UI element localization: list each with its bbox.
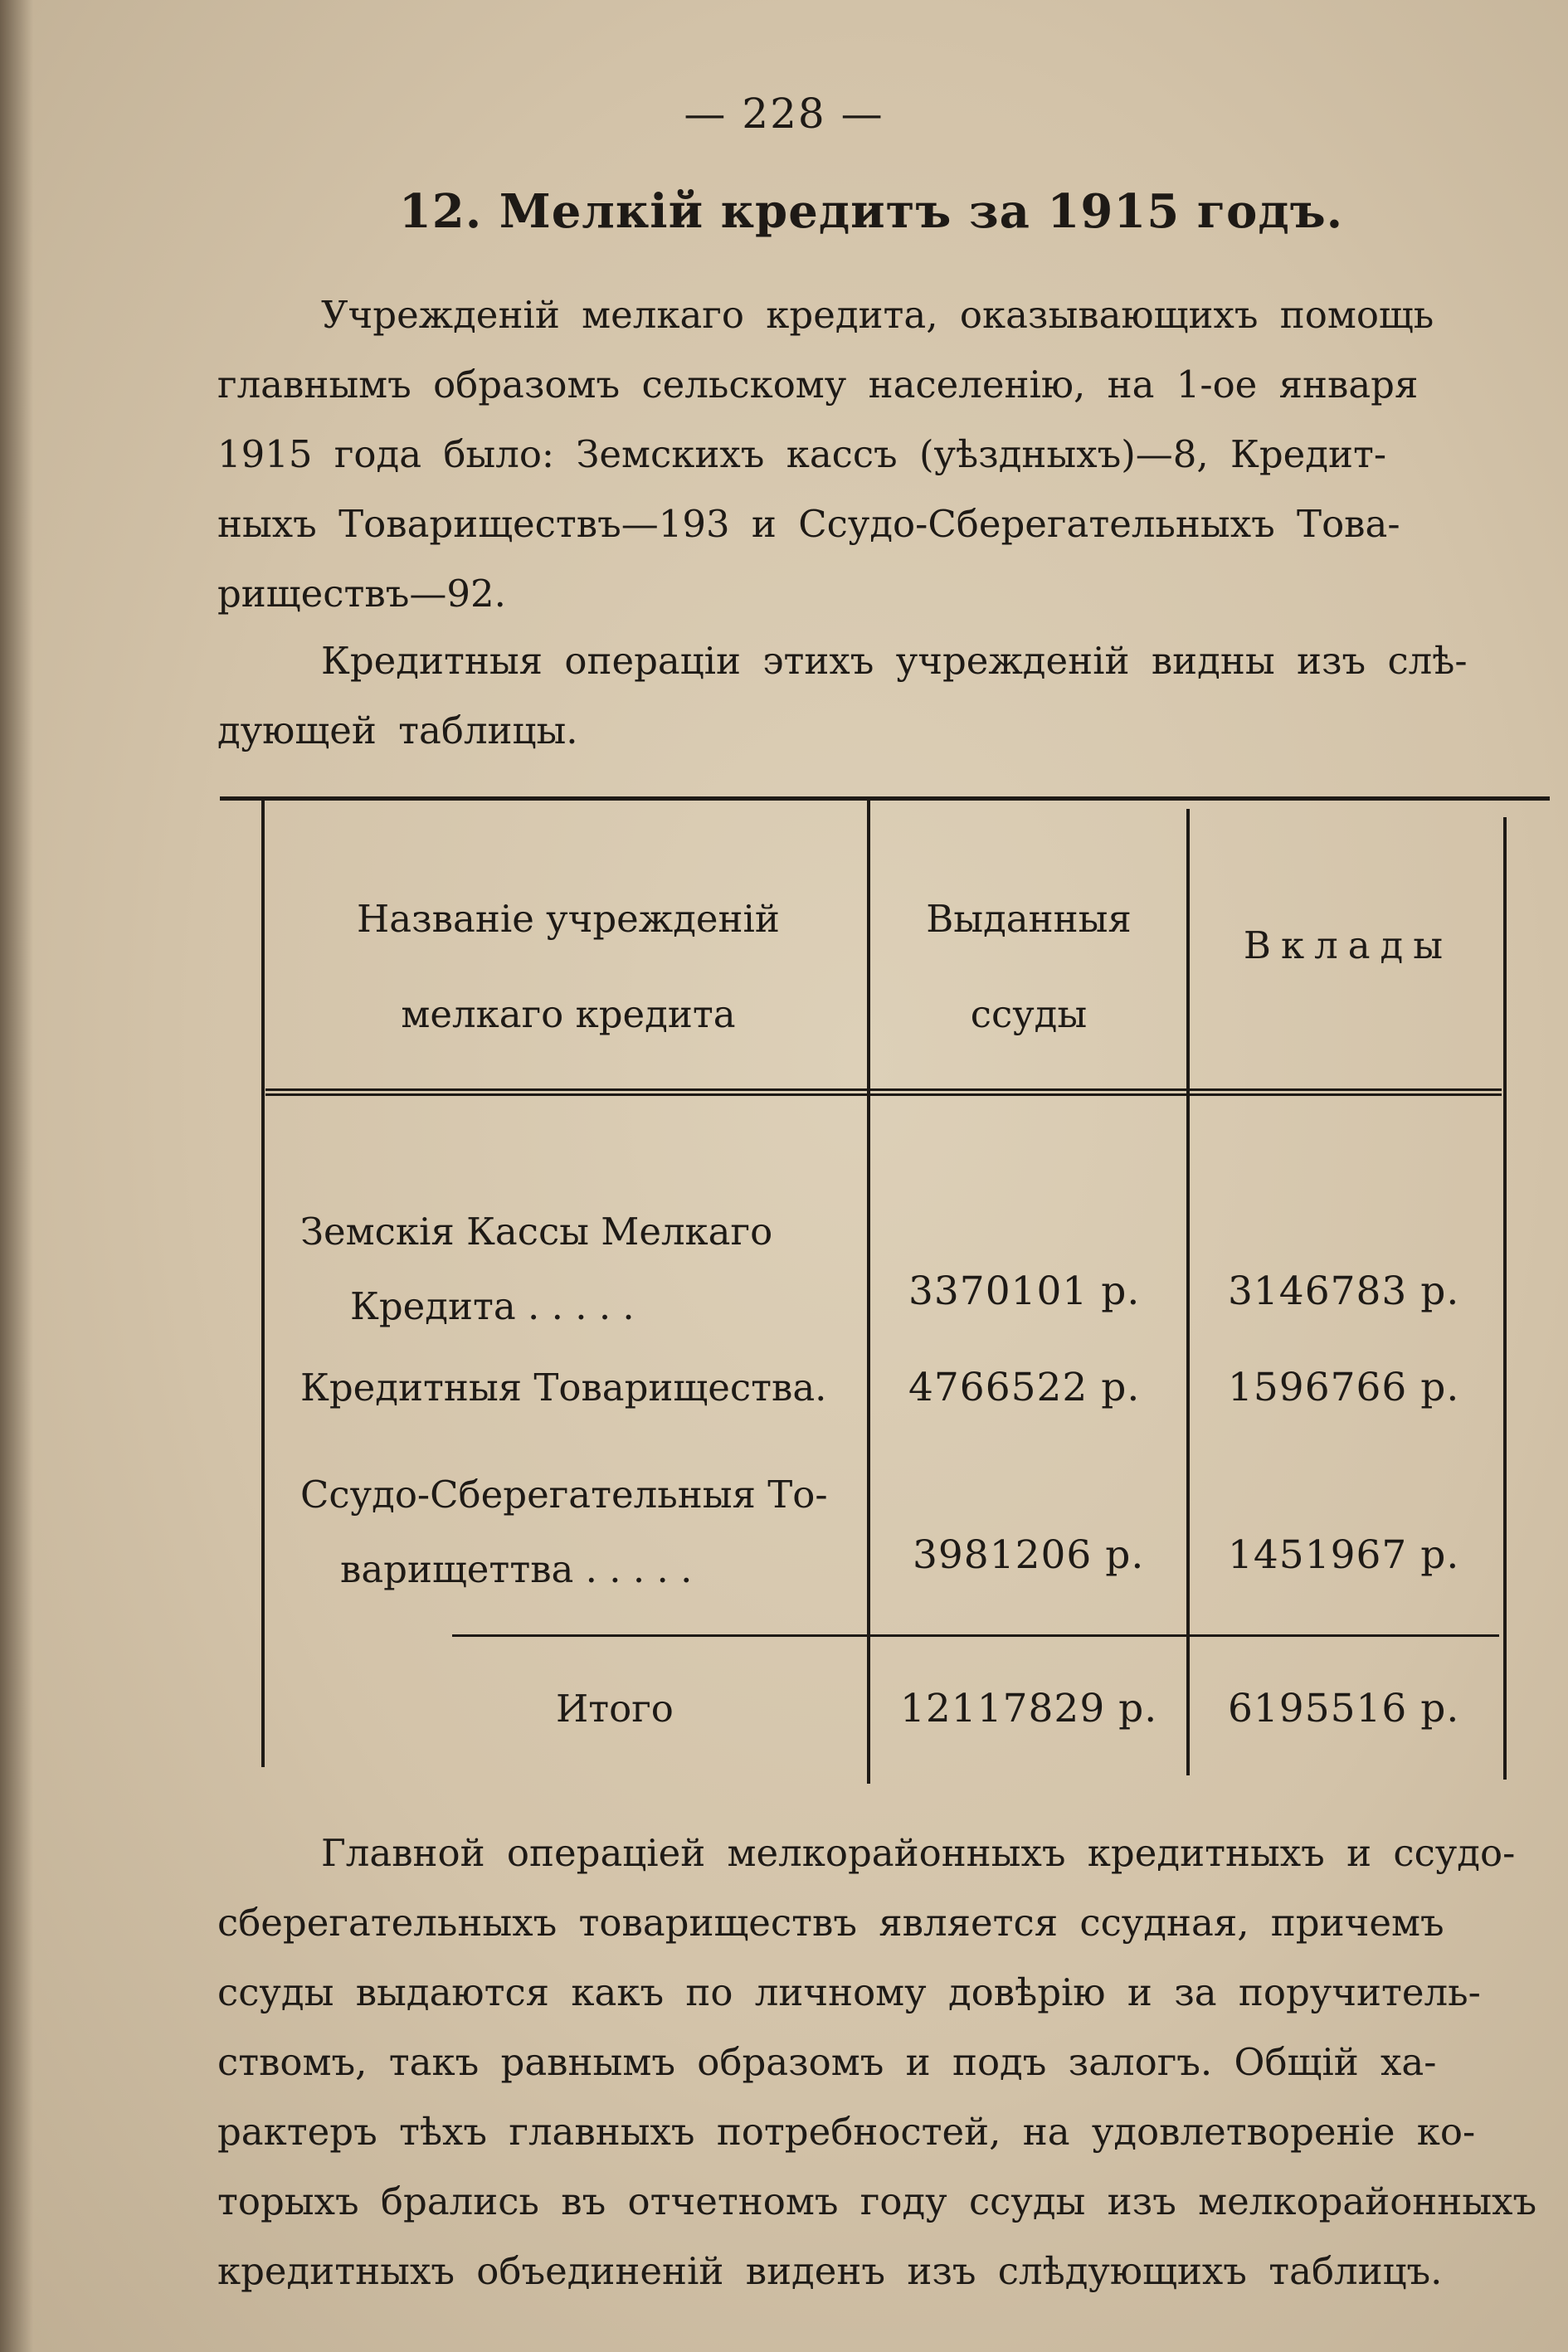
row-deposits: 3146783 р. (1228, 1269, 1460, 1314)
table-intro-paragraph (217, 626, 1553, 766)
row-loans: 3981206 р. (913, 1532, 1145, 1578)
header-loans-line: Выданныя (926, 897, 1132, 941)
intro-line: главнымъ образомъ сельскому населенію, на 1-ое января (217, 363, 1419, 407)
binding-shadow (0, 0, 33, 2352)
table-column-divider (1186, 809, 1190, 1775)
row-deposits: 1451967 р. (1228, 1532, 1460, 1578)
header-name (274, 871, 863, 1062)
total-loans: 12117829 р. (900, 1686, 1158, 1731)
row-deposits: 1596766 р. (1228, 1365, 1460, 1410)
row-loans: 3370101 р. (908, 1269, 1141, 1314)
row-name (300, 1195, 864, 1344)
header-deposits: Вклады (1243, 923, 1454, 967)
table-right-border (1503, 817, 1507, 1780)
header-loans (875, 871, 1182, 1062)
header-double-rule (265, 1088, 1502, 1096)
row-name-line: Кредита . . . . . (350, 1284, 635, 1328)
intro-paragraph (217, 280, 1553, 629)
total-label: Итого (556, 1687, 674, 1731)
row-name-line: Земскія Кассы Мелкаго (300, 1210, 773, 1254)
intro-line: риществъ—92. (217, 572, 506, 616)
table-left-border (261, 801, 265, 1767)
closing-line: торыхъ брались въ отчетномъ году ссуды изъ мелкорайонныхъ (217, 2179, 1537, 2223)
table-top-rule (220, 796, 1550, 801)
row-name-line: варищеттва . . . . . (340, 1547, 693, 1591)
intro-line: Учрежденій мелкаго кредита, оказывающихъ помощь (321, 293, 1434, 337)
row-name (300, 1363, 864, 1413)
closing-paragraph (217, 1819, 1553, 2306)
total-deposits: 6195516 р. (1228, 1686, 1460, 1731)
closing-line: ссуды выдаются какъ по личному довѣрію и за поручитель- (217, 1970, 1481, 2014)
closing-line: сберегательныхъ товариществъ является ссудная, причемъ (217, 1901, 1444, 1945)
row-name-line: Кредитныя Товарищества. (300, 1366, 827, 1410)
row-name (300, 1458, 864, 1607)
header-name-line: Названіе учрежденій (357, 897, 780, 941)
header-loans-line: ссуды (970, 992, 1088, 1036)
header-name-line: мелкаго кредита (401, 992, 736, 1036)
closing-line: Главной операціей мелкорайонныхъ кредитныхъ и ссудо- (321, 1831, 1516, 1875)
intro-line: ныхъ Товариществъ—193 и Ссудо-Сберегательныхъ Това- (217, 502, 1400, 546)
closing-line: ствомъ, такъ равнымъ образомъ и подъ залогъ. Общій ха- (217, 2040, 1437, 2084)
row-name-line: Ссудо-Сберегательныя То- (300, 1473, 828, 1517)
table-intro-line: дующей таблицы. (217, 709, 578, 752)
table-intro-line: Кредитныя операціи этихъ учрежденій видны изъ слѣ- (321, 639, 1468, 683)
page-number: — 228 — (684, 90, 884, 138)
total-rule (452, 1634, 1499, 1637)
closing-line: рактеръ тѣхъ главныхъ потребностей, на удовлетвореніе ко- (217, 2110, 1476, 2154)
row-loans: 4766522 р. (908, 1365, 1141, 1410)
closing-line: кредитныхъ объединеній виденъ изъ слѣдующихъ таблицъ. (217, 2249, 1443, 2293)
intro-line: 1915 года было: Земскихъ кассъ (уѣздныхъ)—8, Кредит- (217, 432, 1387, 476)
section-heading: 12. Мелкій кредитъ за 1915 годъ. (398, 184, 1344, 239)
